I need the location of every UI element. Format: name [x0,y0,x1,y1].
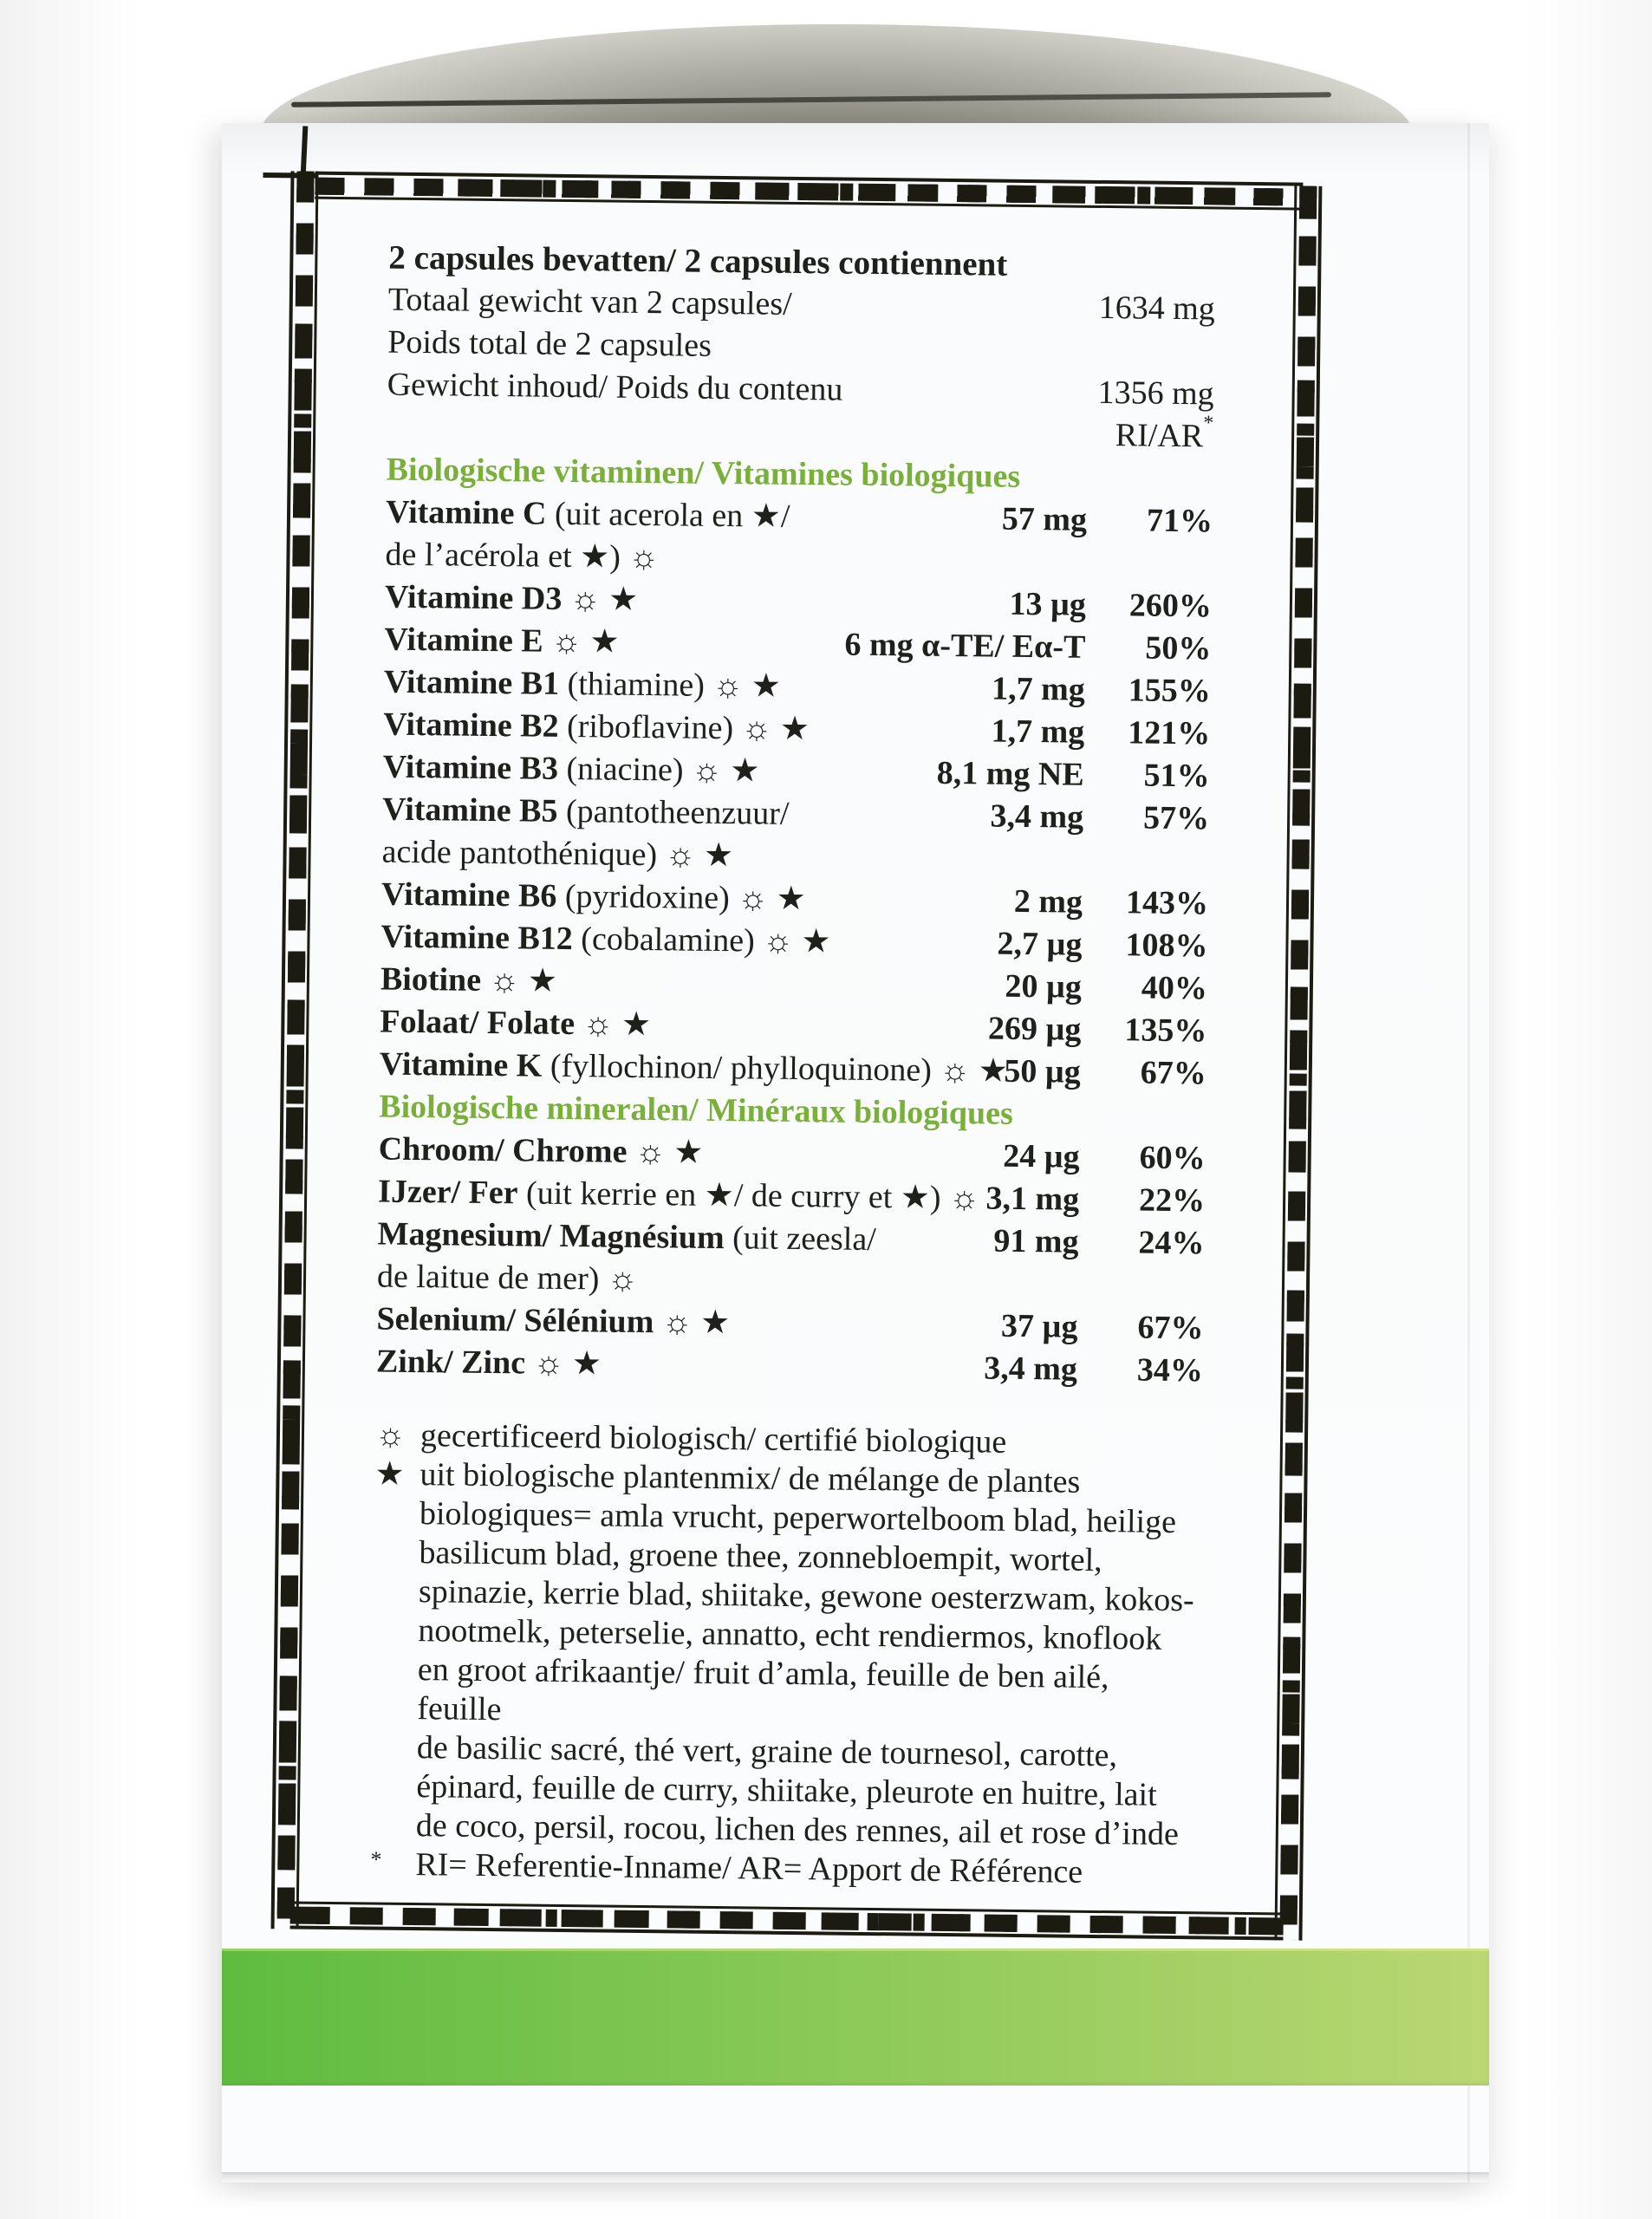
nutrition-panel [304,201,1287,1909]
nutrient-amount: 91 mg [993,1222,1079,1260]
panel-header: 2 capsules bevatten/ 2 capsules contiennent [388,238,1008,283]
nutrient-name-detail: ☼ ★ [574,1005,652,1044]
nutrient-name-detail: (cobalamine) ☼ ★ [572,921,831,960]
nutrient-name-detail: ☼ ★ [562,580,639,618]
footnote-line: de basilic sacré, thé vert, graine de tournesol, carotte, [416,1729,1118,1774]
box-bottom-crease [222,2172,1489,2184]
nutrient-amount: 13 µg [1009,585,1087,623]
nutrient-name-bold: Vitamine D3 [384,578,563,617]
nutrient-percent: 260% [1128,587,1213,625]
nutrient-amount: 1,7 mg [991,670,1086,708]
footnote-line: nootmelk, peterselie, annatto, echt rendiermos, knoflook [418,1612,1162,1657]
nutrient-amount: 3,1 mg [985,1180,1080,1218]
nutrient-name-detail: (fyllochinon/ phylloquinone) ☼ ★ [542,1047,1009,1090]
section-heading-vitamins: Biologische vitaminen/ Vitamines biologiques [386,451,1021,495]
footnote-line: en groot afrikaantje/ fruit d’amla, feuille de ben ailé, feuille [417,1651,1109,1728]
asterisk-icon: * [370,1846,382,1872]
footnote-line: biologiques= amla vrucht, peperwortelboom blad, heilige [419,1495,1177,1541]
nutrient-percent: 67% [1137,1309,1204,1347]
nutrient-name-bold: Vitamine B12 [380,918,574,958]
panel-content [304,201,1287,1909]
nutrient-amount: 6 mg α-TE/ Eα-T [844,626,1086,666]
nutrient-percent: 40% [1141,969,1208,1007]
nutrient-percent: 51% [1143,757,1210,795]
nutrient-name-bold: IJzer/ Fer [377,1173,518,1212]
nutrient-amount: 3,4 mg [984,1350,1078,1388]
nutrient-name-detail: (riboflavine) ☼ ★ [558,707,810,748]
nutrient-name-detail: acide pantothénique) ☼ ★ [381,833,734,875]
nutrient-amount: 269 µg [987,1010,1082,1048]
intro-value: 1634 mg [1098,289,1216,328]
nutrient-amount: 2 mg [1013,882,1083,921]
nutrient-amount: 2,7 µg [997,925,1083,963]
footnote [371,1455,1202,1855]
nutrient-name-detail: (uit kerrie en ★/ de curry et ★) ☼ [517,1175,980,1217]
nutrient-percent: 135% [1124,1012,1207,1050]
nutrient-name-bold: Biotine [380,960,482,999]
nutrient-percent: 60% [1139,1139,1206,1177]
nutrient-percent: 67% [1140,1054,1207,1092]
nutrient-name-bold: Chroom/ Chrome [378,1130,628,1170]
intro-label: Totaal gewicht van 2 capsules/ [387,281,792,322]
nutrient-percent: 71% [1146,502,1213,540]
intro-value: RI/AR* [1115,412,1214,455]
nutrient-sections [376,449,1213,1393]
nutrient-row [381,789,1209,883]
nutrient-row [376,1341,1203,1393]
nutrient-name-detail: ☼ ★ [543,622,620,660]
asterisk-superscript: * [1203,412,1214,435]
intro-label: Gewicht inhoud/ Poids du contenu [387,366,843,408]
footnote-line: gecertificeerd biologisch/ certifié biologique [420,1417,1007,1461]
nutrient-percent: 34% [1136,1351,1204,1389]
nutrient-row [385,491,1213,586]
nutrient-percent: 155% [1128,672,1212,710]
nutrient-name [385,491,1213,586]
nutrient-name-detail: ☼ ★ [524,1344,602,1383]
nutrient-amount: 50 µg [1004,1052,1082,1090]
nutrient-name-detail: de l’acérola et ★) ☼ [385,536,660,576]
nutrient-name-bold: Zink/ Zinc [375,1343,526,1382]
nutrient-amount: 1,7 mg [991,713,1085,751]
footnote-line: uit biologische plantenmix/ de mélange de plantes [420,1456,1081,1500]
footnote [370,1845,1197,1893]
intro-label: Poids total de 2 capsules [387,323,712,364]
border-corner-stroke-horizontal [263,172,316,179]
nutrient-name-detail: de laitue de mer) ☼ [376,1258,638,1298]
nutrient-row [377,1214,1205,1308]
nutrient-name-detail: (pyridoxine) ☼ ★ [556,877,806,918]
nutrient-name-detail: (uit zeesla/ [724,1220,877,1259]
nutrient-name-bold: Vitamine B2 [383,706,559,745]
nutrient-amount: 3,4 mg [990,797,1084,836]
nutrient-name [381,789,1209,883]
nutrient-name [376,1341,1203,1393]
nutrient-percent: 50% [1145,629,1212,667]
nutrient-amount: 20 µg [1005,967,1083,1005]
nutrient-name-detail: (uit acerola en ★/ [546,495,790,535]
nutrient-name-bold: Vitamine B1 [383,663,560,702]
nutrient-amount: 57 mg [1001,500,1088,538]
nutrient-percent: 24% [1138,1224,1205,1262]
nutrient-name-detail: ☼ ★ [480,961,558,999]
nutrient-name-bold: Vitamine B6 [380,875,557,914]
footnote-line: basilicum blad, groene thee, zonnebloempit, wortel, [419,1534,1102,1579]
plantmix-star-icon: ★ [374,1455,405,1493]
nutrient-name [377,1214,1205,1308]
nutrient-name-bold: Vitamine B3 [382,748,559,787]
green-band [222,1949,1489,2086]
nutrient-name-detail: ☼ ★ [627,1133,704,1171]
nutrient-name-bold: Vitamine E [384,621,543,660]
nutrient-amount: 8,1 mg NE [936,754,1084,793]
nutrient-amount: 37 µg [1000,1307,1078,1345]
nutrient-amount: 24 µg [1003,1137,1080,1175]
nutrient-name-bold: Selenium/ Sélénium [376,1300,654,1341]
section-heading-minerals: Biologische mineralen/ Minéraux biologiques [379,1088,1014,1132]
organic-sun-icon: ☼ [374,1416,406,1454]
nutrient-name-bold: Vitamine B5 [381,791,558,830]
nutrient-name-detail: ☼ ★ [654,1304,731,1342]
nutrient-name-bold: Folaat/ Folate [380,1003,576,1043]
nutrient-percent: 22% [1138,1181,1206,1220]
nutrient-name-bold: Vitamine C [385,493,547,532]
nutrient-name-detail: (niacine) ☼ ★ [557,750,760,790]
footnote-line: épinard, feuille de curry, shiitake, pleurote en huitre, lait [416,1768,1157,1813]
footnote-line: spinazie, kerrie blad, shiitake, gewone oesterzwam, kokos- [418,1573,1194,1619]
nutrient-percent: 108% [1125,927,1208,965]
footnote-line: de coco, persil, rocou, lichen des rennes, ail et rose d’inde [415,1807,1180,1853]
nutrient-name-detail: (thiamine) ☼ ★ [558,665,782,705]
nutrient-name-bold: Magnesium/ Magnésium [377,1215,725,1257]
nutrient-name-detail: (pantotheenzuur/ [557,792,790,832]
footnotes [370,1416,1202,1894]
intro-rows [387,279,1215,459]
intro-row [387,279,1215,374]
intro-value: 1356 mg [1097,374,1214,413]
box-top-flap [260,24,1413,135]
nutrient-name-bold: Vitamine K [379,1045,543,1084]
nutrient-percent: 121% [1128,714,1211,752]
nutrient-percent: 143% [1125,884,1209,922]
footnote-line: RI= Referentie-Inname/ AR= Apport de Référence [415,1846,1083,1890]
nutrient-percent: 57% [1142,799,1210,837]
